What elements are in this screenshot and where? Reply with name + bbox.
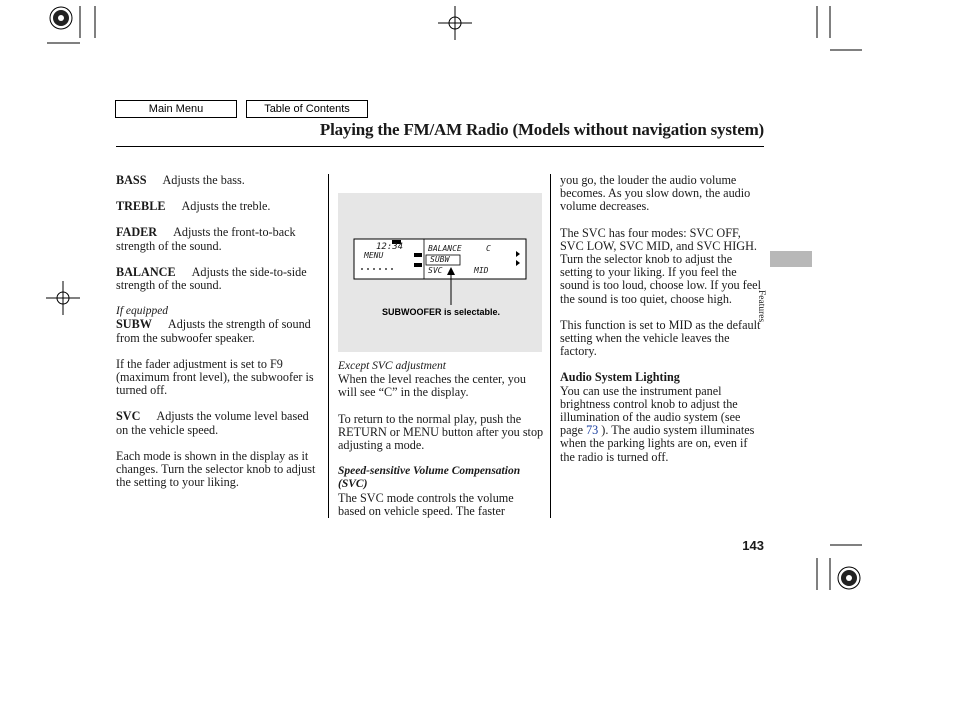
column-3 (560, 174, 764, 464)
svc-term: SVC (116, 409, 141, 424)
target-icon-bottom-right (838, 567, 860, 589)
bass-term: BASS (116, 173, 147, 187)
center-level-text: When the level reaches the center, you will see “C” in the display. (338, 372, 526, 400)
section-tab-label: Features (756, 290, 766, 323)
fader-subwoofer-note: If the fader adjustment is set to F9 (maximum front level), the subwoofer is turned off. (116, 356, 314, 398)
crop-mark-top-left (47, 6, 95, 43)
subw-text: Adjusts the strength of sound from the subwoofer speaker. (116, 317, 311, 345)
audio-lighting-heading: Audio System Lighting (560, 370, 680, 385)
audio-lighting-text (560, 385, 764, 464)
display-svc: SVC (428, 266, 443, 275)
audio-lighting-text-end: ). The audio system illuminates when the parking lights are on, even if the radio is turned off. (560, 423, 755, 464)
column-divider-2 (550, 174, 551, 518)
figure-caption: SUBWOOFER is selectable. (381, 307, 501, 317)
crosshair-icon-top-center (438, 6, 472, 40)
svc-modes-text: The SVC has four modes: SVC OFF, SVC LOW, SVC MID, and SVC HIGH. Turn the selector knob to adjust the setting to your liking. If you feel the sound is too loud, choose low. If you feel the sound is too quiet, choose high. (560, 225, 761, 306)
section-tab (770, 251, 812, 267)
column-divider-1 (328, 174, 329, 518)
if-equipped-note: If equipped (116, 305, 169, 318)
target-icon-top-left (50, 7, 72, 29)
mode-display-note: Each mode is shown in the display as it changes. Turn the selector knob to adjust the setting to your liking. (116, 448, 316, 490)
svc-continued-text: you go, the louder the audio volume becomes. As you slow down, the audio volume decreases. (560, 173, 751, 214)
page-73-link[interactable]: 73 (586, 423, 599, 438)
except-svc-note: Except SVC adjustment (338, 360, 446, 372)
svc-heading: Speed-sensitive Volume Compensation (SVC) (338, 465, 521, 491)
balance-text: Adjusts the side-to-side strength of the sound. (116, 264, 307, 293)
balance-term: BALANCE (116, 264, 176, 279)
fader-text: Adjusts the front-to-back strength of the sound. (116, 225, 296, 253)
display-subw: SUBW (430, 255, 450, 264)
treble-text: Adjusts the treble. (181, 199, 271, 214)
display-svc-value: MID (474, 266, 489, 275)
column-2 (338, 360, 544, 518)
treble-term: TREBLE (116, 199, 166, 214)
crosshair-icon-left (46, 281, 80, 315)
page-number: 143 (742, 538, 764, 553)
display-balance: BALANCE (428, 244, 462, 253)
audio-display-figure (338, 193, 542, 352)
svc-body-text: The SVC mode controls the volume based on vehicle speed. The faster (338, 490, 514, 518)
crop-mark-top-right (817, 6, 862, 50)
svc-text: Adjusts the volume level based on the vehicle speed. (116, 409, 309, 437)
title-rule (116, 146, 764, 147)
display-menu: MENU (364, 251, 384, 260)
column-1 (116, 174, 322, 489)
display-clock: 12:34 (376, 242, 404, 252)
svc-default-text: This function is set to MID as the default setting when the vehicle leaves the factory. (560, 317, 761, 359)
main-menu-button[interactable]: Main Menu (115, 100, 237, 118)
fader-term: FADER (116, 225, 158, 240)
crop-mark-bottom-right (817, 545, 862, 590)
audio-lighting-text-start: You can use the instrument panel brightness control knob to adjust the illumination of the audio system (see page (560, 383, 741, 438)
return-text: To return to the normal play, push the RETURN or MENU button after you stop adjusting a mode. (338, 411, 544, 453)
subw-term: SUBW (116, 317, 152, 332)
table-of-contents-button[interactable]: Table of Contents (246, 100, 368, 118)
bass-text: Adjusts the bass. (162, 173, 245, 187)
page-title: Playing the FM/AM Radio (Models without navigation system) (319, 120, 764, 139)
display-balance-value: C (486, 244, 491, 253)
